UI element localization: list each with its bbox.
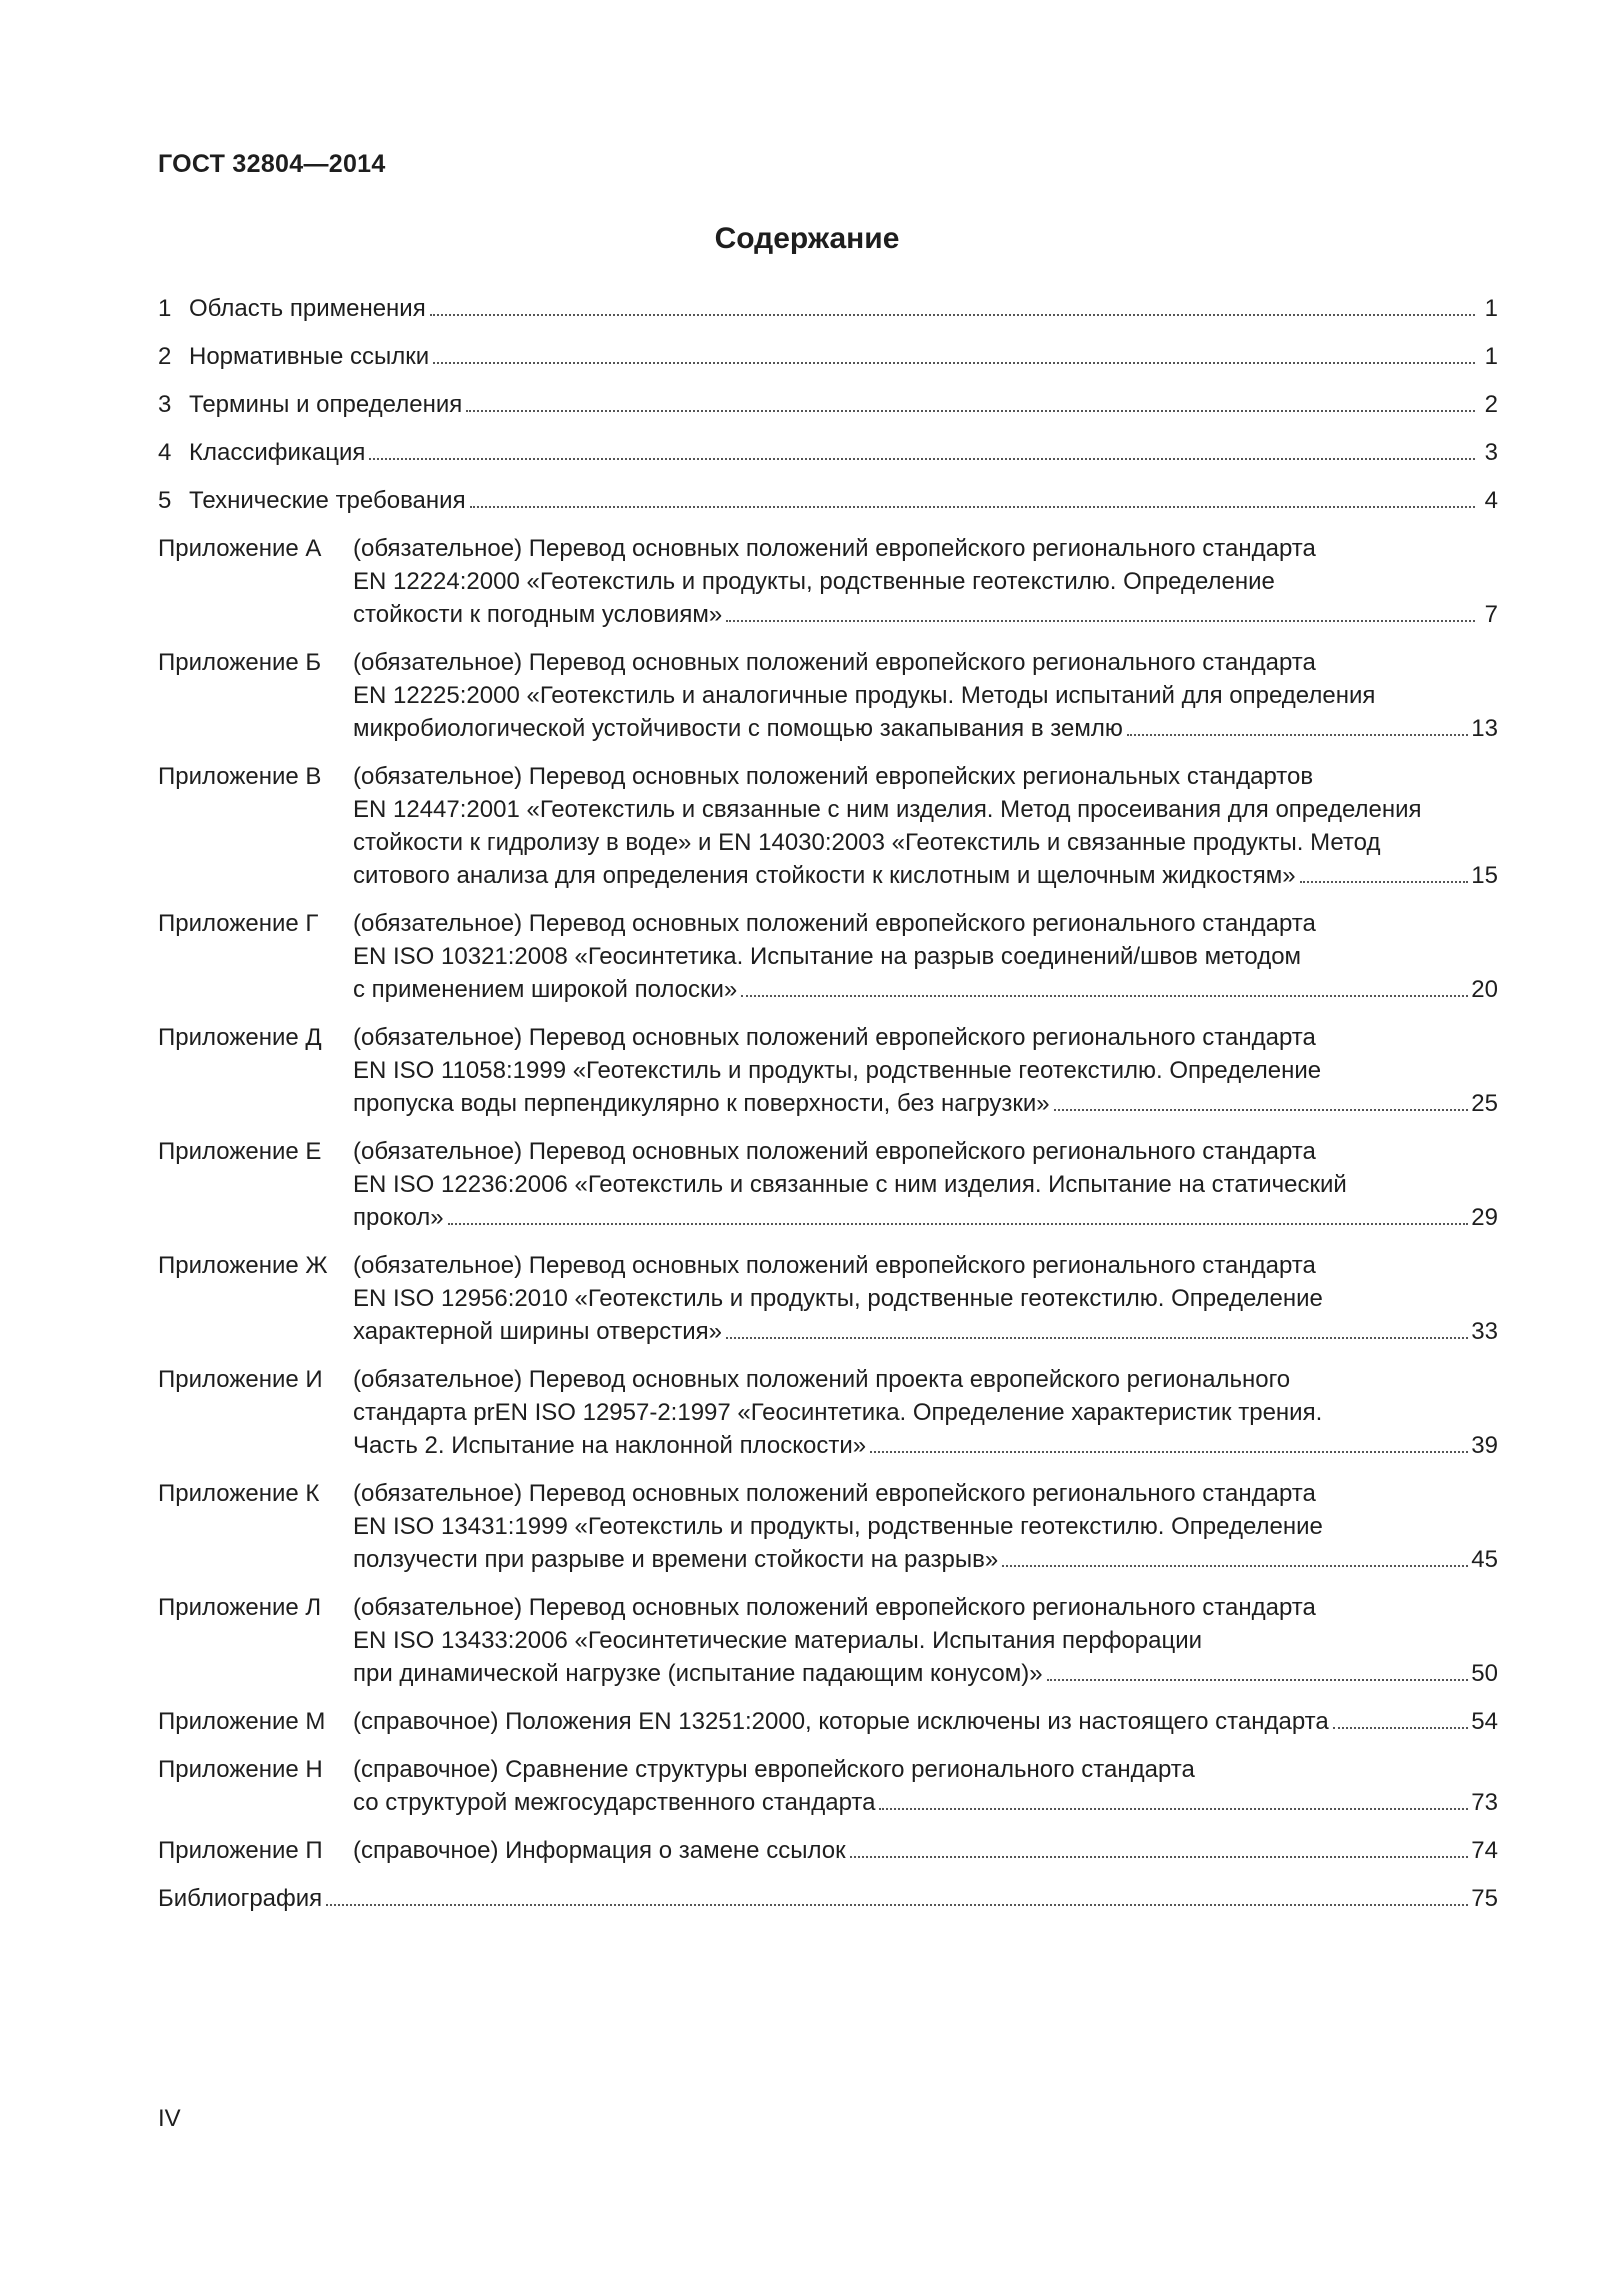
toc-line xyxy=(158,1201,1498,1234)
toc-entry-annex[interactable] xyxy=(158,1249,1498,1348)
toc-line xyxy=(158,826,1498,859)
annex-title-line: EN 12225:2000 «Геотекстиль и аналогичные продукы. Методы испытаний для определения xyxy=(353,682,1376,709)
toc-entry-annex[interactable] xyxy=(158,1753,1498,1819)
toc-entry-page: 7 xyxy=(1484,601,1498,628)
dot-leader xyxy=(326,1904,1468,1906)
toc-line xyxy=(158,1168,1498,1201)
annex-title-line: EN ISO 13433:2006 «Геосинтетические материалы. Испытания перфорации xyxy=(353,1627,1203,1654)
toc-entry-title: Библиография xyxy=(158,1885,323,1912)
toc-entry-page: 50 xyxy=(1471,1660,1498,1687)
toc-line xyxy=(158,484,1498,517)
toc-entry-page: 74 xyxy=(1471,1837,1498,1864)
toc-line xyxy=(158,1054,1498,1087)
annex-title-line: при динамической нагрузке (испытание падающим конусом)» xyxy=(353,1660,1043,1687)
annex-title-line: (обязательное) Перевод основных положений европейского регионального стандарта xyxy=(353,1138,1316,1165)
annex-title-line: EN ISO 12236:2006 «Геотекстиль и связанные с ним изделия. Испытание на статический xyxy=(353,1171,1347,1198)
annex-title-line: прокол» xyxy=(353,1204,444,1231)
annex-title-line: (справочное) Информация о замене ссылок xyxy=(353,1837,846,1864)
annex-title-line: микробиологической устойчивости с помощью закапывания в землю xyxy=(353,715,1123,742)
toc-entry-section[interactable] xyxy=(158,436,1498,469)
toc-entry-annex[interactable] xyxy=(158,646,1498,745)
toc-line xyxy=(158,1591,1498,1624)
dot-leader xyxy=(1300,881,1469,883)
toc-entry-annex[interactable] xyxy=(158,1135,1498,1234)
annex-title-line: ползучести при разрыве и времени стойкости на разрыв» xyxy=(353,1546,999,1573)
annex-label: Приложение Н xyxy=(158,1756,323,1783)
dot-leader xyxy=(1127,734,1468,736)
toc-line xyxy=(158,1753,1498,1786)
toc-entry-page: 2 xyxy=(1484,391,1498,418)
toc-entry-annex[interactable] xyxy=(158,1021,1498,1120)
annex-title-line: со структурой межгосударственного стандарта xyxy=(353,1789,876,1816)
toc-line xyxy=(158,1315,1498,1348)
toc-annexes xyxy=(158,532,1498,1867)
dot-leader xyxy=(1047,1679,1469,1681)
annex-title-line: (обязательное) Перевод основных положений европейского регионального стандарта xyxy=(353,1594,1316,1621)
toc-line xyxy=(158,1705,1498,1738)
toc-entry-page: 75 xyxy=(1471,1885,1498,1912)
annex-label: Приложение Л xyxy=(158,1594,322,1621)
toc-line xyxy=(158,1477,1498,1510)
toc-line xyxy=(158,388,1498,421)
annex-title-line: EN 12447:2001 «Геотекстиль и связанные с ним изделия. Метод просеивания для определения xyxy=(353,796,1422,823)
toc-line xyxy=(158,436,1498,469)
toc-entry-page: 73 xyxy=(1471,1789,1498,1816)
annex-title-line: EN ISO 11058:1999 «Геотекстиль и продукты, родственные геотекстилю. Определение xyxy=(353,1057,1322,1084)
toc-line xyxy=(158,1396,1498,1429)
toc-entry-page: 1 xyxy=(1484,343,1498,370)
toc-entry-annex[interactable] xyxy=(158,760,1498,892)
toc-line xyxy=(158,1657,1498,1690)
toc-line xyxy=(158,907,1498,940)
toc-entry-page: 45 xyxy=(1471,1546,1498,1573)
toc-line xyxy=(158,598,1498,631)
toc-entry-page: 1 xyxy=(1484,295,1498,322)
toc-entry-annex[interactable] xyxy=(158,532,1498,631)
dot-leader xyxy=(726,1337,1468,1339)
toc-line xyxy=(158,1135,1498,1168)
toc-entry-annex[interactable] xyxy=(158,1834,1498,1867)
annex-title-line: (справочное) Положения EN 13251:2000, которые исключены из настоящего стандарта xyxy=(353,1708,1329,1735)
toc-line xyxy=(158,1249,1498,1282)
annex-title-line: Часть 2. Испытание на наклонной плоскости» xyxy=(353,1432,867,1459)
toc-entry-annex[interactable] xyxy=(158,1591,1498,1690)
toc-entry-page: 13 xyxy=(1471,715,1498,742)
toc-line xyxy=(158,1786,1498,1819)
toc-title: Содержание xyxy=(714,222,900,255)
toc-sections xyxy=(158,292,1498,517)
annex-title-line: (обязательное) Перевод основных положений европейского регионального стандарта xyxy=(353,535,1316,562)
toc-line xyxy=(158,1282,1498,1315)
toc-entry-number: 2 xyxy=(158,343,172,370)
toc-entry-page: 39 xyxy=(1471,1432,1498,1459)
toc-line xyxy=(158,532,1498,565)
toc-entry-section[interactable] xyxy=(158,388,1498,421)
toc-entry-annex[interactable] xyxy=(158,907,1498,1006)
toc-line xyxy=(158,859,1498,892)
toc-entry-section[interactable] xyxy=(158,292,1498,325)
annex-title-line: EN ISO 12956:2010 «Геотекстиль и продукты, родственные геотекстилю. Определение xyxy=(353,1285,1323,1312)
annex-title-line: (справочное) Сравнение структуры европейского регионального стандарта xyxy=(353,1756,1195,1783)
dot-leader xyxy=(870,1451,1468,1453)
toc-line xyxy=(158,1429,1498,1462)
toc-line xyxy=(158,1624,1498,1657)
annex-title-line: пропуска воды перпендикулярно к поверхности, без нагрузки» xyxy=(353,1090,1050,1117)
dot-leader xyxy=(726,620,1475,622)
toc-entry-page: 33 xyxy=(1471,1318,1498,1345)
toc-entry-number: 5 xyxy=(158,487,172,514)
annex-label: Приложение Б xyxy=(158,649,322,676)
toc-entry-bibliography[interactable] xyxy=(158,1882,1498,1915)
toc-entry-annex[interactable] xyxy=(158,1705,1498,1738)
toc-entry-number: 4 xyxy=(158,439,172,466)
toc-line xyxy=(158,292,1498,325)
annex-title-line: стойкости к гидролизу в воде» и EN 14030:2003 «Геотекстиль и связанные продукты. Метод xyxy=(353,829,1381,856)
toc-entry-title: Технические требования xyxy=(189,487,466,514)
annex-label: Приложение И xyxy=(158,1366,323,1393)
annex-title-line: (обязательное) Перевод основных положений европейского регионального стандарта xyxy=(353,910,1316,937)
annex-label: Приложение Д xyxy=(158,1024,322,1051)
annex-title-line: стандарта prEN ISO 12957-2:1997 «Геосинтетика. Определение характеристик трения. xyxy=(353,1399,1323,1426)
toc-entry-annex[interactable] xyxy=(158,1477,1498,1576)
dot-leader xyxy=(369,458,1475,460)
page-number: IV xyxy=(158,2105,181,2132)
toc-entry-section[interactable] xyxy=(158,484,1498,517)
toc-line xyxy=(158,1021,1498,1054)
document-designation: ГОСТ 32804—2014 xyxy=(158,150,386,178)
toc-line xyxy=(158,940,1498,973)
dot-leader xyxy=(448,1223,1469,1225)
dot-leader xyxy=(879,1808,1468,1810)
annex-title-line: (обязательное) Перевод основных положений европейского регионального стандарта xyxy=(353,1480,1316,1507)
toc-entry-page: 54 xyxy=(1471,1708,1498,1735)
annex-label: Приложение П xyxy=(158,1837,323,1864)
dot-leader xyxy=(741,995,1468,997)
annex-title-line: (обязательное) Перевод основных положений европейских региональных стандартов xyxy=(353,763,1314,790)
toc-entry-page: 29 xyxy=(1471,1204,1498,1231)
toc-line xyxy=(158,1510,1498,1543)
toc-entry-title: Классификация xyxy=(189,439,366,466)
toc-line xyxy=(158,1363,1498,1396)
annex-title-line: EN 12224:2000 «Геотекстиль и продукты, родственные геотекстилю. Определение xyxy=(353,568,1275,595)
toc-line xyxy=(158,793,1498,826)
dot-leader xyxy=(433,362,1475,364)
toc-line xyxy=(158,679,1498,712)
annex-title-line: EN ISO 13431:1999 «Геотекстиль и продукты, родственные геотекстилю. Определение xyxy=(353,1513,1323,1540)
toc-entry-annex[interactable] xyxy=(158,1363,1498,1462)
toc-line xyxy=(158,565,1498,598)
annex-label: Приложение Е xyxy=(158,1138,322,1165)
annex-title-line: (обязательное) Перевод основных положений европейского регионального стандарта xyxy=(353,1024,1316,1051)
dot-leader xyxy=(1054,1109,1469,1111)
toc-entry-title: Термины и определения xyxy=(189,391,463,418)
dot-leader xyxy=(850,1856,1469,1858)
toc-entry-number: 1 xyxy=(158,295,172,322)
toc-line xyxy=(158,1543,1498,1576)
toc-line xyxy=(158,646,1498,679)
toc-entry-number: 3 xyxy=(158,391,172,418)
annex-label: Приложение К xyxy=(158,1480,320,1507)
toc-line xyxy=(158,973,1498,1006)
toc-entry-page: 15 xyxy=(1471,862,1498,889)
toc-entry-page: 3 xyxy=(1484,439,1498,466)
toc-line xyxy=(158,712,1498,745)
toc-line xyxy=(158,760,1498,793)
toc-entry-title: Область применения xyxy=(189,295,426,322)
dot-leader xyxy=(1002,1565,1468,1567)
toc-entry-page: 20 xyxy=(1471,976,1498,1003)
dot-leader xyxy=(466,410,1475,412)
toc-entry-title: Нормативные ссылки xyxy=(189,343,430,370)
toc-line xyxy=(158,1087,1498,1120)
dot-leader xyxy=(430,314,1475,316)
annex-title-line: EN ISO 10321:2008 «Геосинтетика. Испытание на разрыв соединений/швов методом xyxy=(353,943,1302,970)
annex-title-line: (обязательное) Перевод основных положений европейского регионального стандарта xyxy=(353,1252,1316,1279)
toc-line xyxy=(158,340,1498,373)
annex-title-line: (обязательное) Перевод основных положений проекта европейского регионального xyxy=(353,1366,1291,1393)
annex-title-line: стойкости к погодным условиям» xyxy=(353,601,723,628)
annex-label: Приложение А xyxy=(158,535,322,562)
toc-entry-section[interactable] xyxy=(158,340,1498,373)
dot-leader xyxy=(1333,1727,1469,1729)
annex-label: Приложение В xyxy=(158,763,322,790)
annex-title-line: характерной ширины отверстия» xyxy=(353,1318,722,1345)
annex-label: Приложение М xyxy=(158,1708,326,1735)
toc-entry-page: 4 xyxy=(1484,487,1498,514)
annex-label: Приложение Ж xyxy=(158,1252,328,1279)
annex-title-line: с применением широкой полоски» xyxy=(353,976,738,1003)
toc-entry-page: 25 xyxy=(1471,1090,1498,1117)
annex-title-line: (обязательное) Перевод основных положений европейского регионального стандарта xyxy=(353,649,1316,676)
toc-line xyxy=(158,1834,1498,1867)
annex-title-line: ситового анализа для определения стойкости к кислотным и щелочным жидкостям» xyxy=(353,862,1296,889)
annex-label: Приложение Г xyxy=(158,910,319,937)
dot-leader xyxy=(470,506,1475,508)
table-of-contents xyxy=(158,292,1498,1930)
